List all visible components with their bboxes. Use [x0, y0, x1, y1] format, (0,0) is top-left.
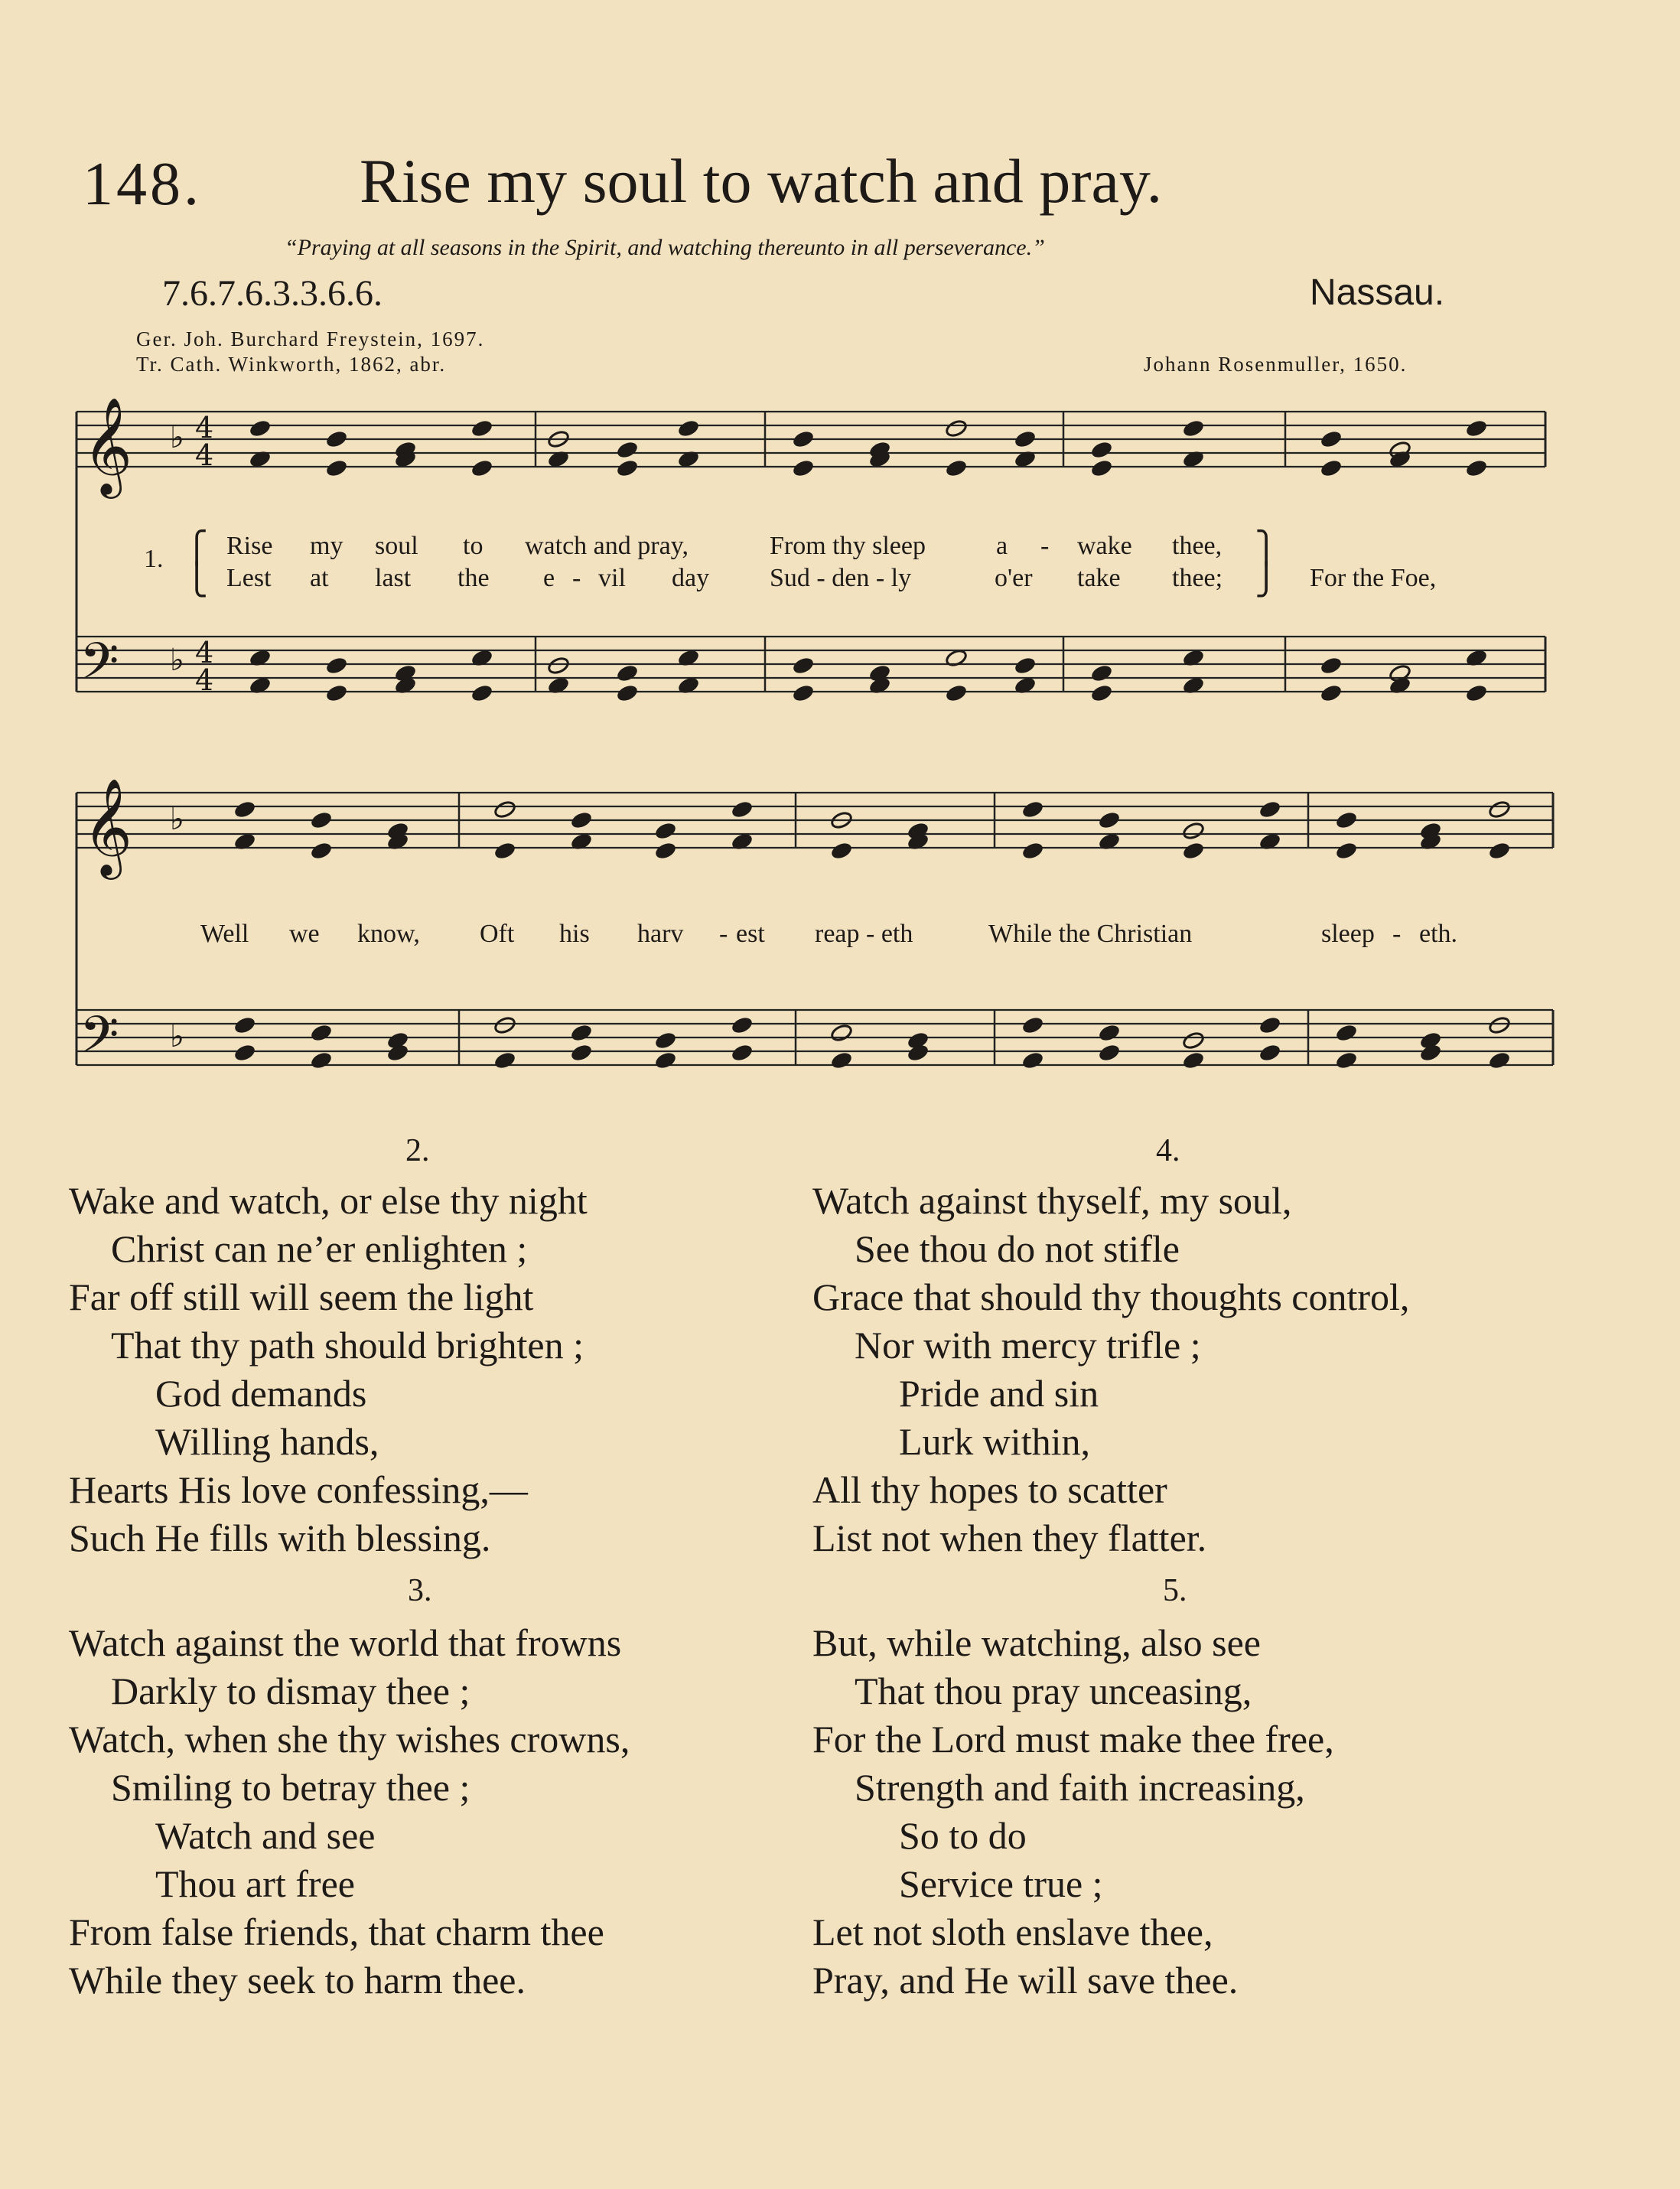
verse-line: Watch, when she thy wishes crowns,	[69, 1718, 630, 1761]
verse-1-number: 1.	[144, 545, 164, 573]
note-head	[1335, 810, 1358, 829]
lyric-brace-icon: ⎫	[1255, 530, 1278, 565]
verse-line: That thou pray unceasing,	[855, 1669, 1252, 1712]
note-head	[1335, 841, 1358, 860]
note-head	[325, 656, 348, 675]
verse-line: But, while watching, also see	[812, 1621, 1261, 1664]
note-head	[945, 683, 968, 702]
note-head	[731, 800, 754, 819]
note-head	[616, 440, 639, 459]
lyric-word: sleep	[1321, 920, 1375, 948]
lyric-word: to	[463, 532, 483, 560]
verse-number: 5.	[1163, 1573, 1187, 1608]
author-credit: Ger. Joh. Burchard Freystein, 1697.	[136, 327, 485, 350]
lyric-word: we	[289, 920, 320, 948]
note-head	[1021, 841, 1044, 860]
verse-line: Thou art free	[155, 1862, 355, 1905]
note-head	[1098, 810, 1121, 829]
verse-line: See thou do not stifle	[855, 1227, 1180, 1270]
verse-line: God demands	[155, 1372, 367, 1415]
lyric-word: -	[1040, 532, 1050, 560]
translator-credit: Tr. Cath. Winkworth, 1862, abr.	[136, 353, 447, 376]
note-head	[233, 1015, 256, 1034]
note-head	[1258, 1015, 1281, 1034]
note-head	[570, 810, 593, 829]
lyric-word: eth.	[1419, 920, 1458, 948]
note-head	[547, 656, 570, 675]
note-head	[1098, 1023, 1121, 1042]
note-head	[1488, 800, 1511, 819]
lyric-word: take	[1077, 564, 1121, 592]
note-head	[1320, 683, 1343, 702]
verse-line: Watch against the world that frowns	[69, 1621, 622, 1664]
time-signature: 4	[195, 636, 214, 669]
note-head	[1465, 458, 1488, 477]
note-head	[616, 663, 639, 682]
verse-line: While they seek to harm thee.	[69, 1959, 526, 2002]
lyric-word: soul	[375, 532, 418, 560]
note-head	[493, 841, 516, 860]
note-head	[1488, 1015, 1511, 1034]
lyric-word: reap - eth	[815, 920, 913, 948]
tune-name: Nassau.	[1310, 272, 1445, 313]
lyric-word: -	[572, 564, 581, 592]
note-head	[570, 1043, 593, 1062]
verse-line: Watch and see	[155, 1814, 376, 1857]
verse-line: Watch against thyself, my soul,	[812, 1179, 1292, 1222]
lyric-word: From thy sleep	[770, 532, 926, 560]
lyric-word: -	[719, 920, 728, 948]
verse-line: Willing hands,	[155, 1420, 379, 1463]
note-head	[310, 841, 333, 860]
note-head	[731, 1043, 754, 1062]
verse-line: Christ can ne’er enlighten ;	[111, 1227, 528, 1270]
lyric-word: Sud - den - ly	[770, 564, 912, 592]
time-signature: 4	[195, 438, 214, 472]
note-head	[1090, 683, 1113, 702]
verse-line: Lurk within,	[899, 1420, 1090, 1463]
lyric-brace-icon: ⎭	[1255, 562, 1278, 597]
note-head	[1021, 800, 1044, 819]
note-head	[325, 683, 348, 702]
note-head	[792, 683, 815, 702]
verse-line: Far off still will seem the light	[69, 1275, 534, 1318]
note-head	[830, 841, 853, 860]
note-head	[1182, 1051, 1205, 1070]
note-head	[249, 419, 272, 438]
note-head	[233, 1043, 256, 1062]
note-head	[1320, 429, 1343, 448]
note-head	[493, 800, 516, 819]
note-head	[470, 419, 493, 438]
note-head	[310, 1023, 333, 1042]
flat-icon: ♭	[170, 643, 184, 678]
note-head	[1258, 800, 1281, 819]
verse-number: 3.	[408, 1573, 432, 1608]
note-head	[1021, 1051, 1044, 1070]
lyric-word: Rise	[226, 532, 273, 560]
lyric-brace-icon: ⎧	[185, 530, 208, 565]
lyric-brace-icon: ⎩	[185, 562, 208, 597]
note-head	[493, 1051, 516, 1070]
verse-line: Nor with mercy trifle ;	[855, 1324, 1201, 1366]
note-head	[654, 1031, 677, 1050]
note-head	[1182, 841, 1205, 860]
note-head	[470, 683, 493, 702]
flat-icon: ♭	[170, 420, 184, 455]
note-head	[310, 1051, 333, 1070]
note-head	[945, 458, 968, 477]
verse-number: 2.	[405, 1133, 430, 1168]
time-signature: 4	[195, 663, 214, 697]
lyric-word: o'er	[995, 564, 1033, 592]
note-head	[1090, 440, 1113, 459]
note-head	[654, 821, 677, 840]
note-head	[1014, 656, 1037, 675]
lyric-word: the	[457, 564, 490, 592]
lyric-word: e	[543, 564, 555, 592]
hymn-title: Rise my soul to watch and pray.	[360, 146, 1163, 216]
note-head	[493, 1015, 516, 1034]
note-head	[1090, 458, 1113, 477]
bass-clef-icon: 𝄢	[80, 632, 119, 703]
note-head	[1335, 1051, 1358, 1070]
note-head	[1488, 841, 1511, 860]
note-head	[945, 419, 968, 438]
verse-line: Darkly to dismay thee ;	[111, 1669, 470, 1712]
note-head	[1098, 1043, 1121, 1062]
verse-line: Hearts His love confessing,—	[69, 1468, 528, 1511]
lyric-word: watch and pray,	[525, 532, 689, 560]
note-head	[616, 458, 639, 477]
verse-line: For the Lord must make thee free,	[812, 1718, 1334, 1761]
verse-line: Such He fills with blessing.	[69, 1516, 491, 1559]
lyric-word: my	[310, 532, 343, 560]
note-head	[1090, 663, 1113, 682]
lyric-word: vil	[598, 564, 626, 592]
verse-line: Grace that should thy thoughts control,	[812, 1275, 1410, 1318]
note-head	[830, 1023, 853, 1042]
note-head	[1465, 683, 1488, 702]
lyric-word: a	[996, 532, 1008, 560]
verse-line: List not when they flatter.	[812, 1516, 1207, 1559]
verse-line: That thy path should brighten ;	[111, 1324, 584, 1366]
note-head	[1021, 1015, 1044, 1034]
note-head	[1320, 458, 1343, 477]
verse-line: Pride and sin	[899, 1372, 1099, 1415]
time-signature: 4	[195, 411, 214, 445]
lyric-word: last	[375, 564, 412, 592]
note-head	[470, 458, 493, 477]
verse-line: Smiling to betray thee ;	[111, 1766, 470, 1809]
verse-line: Let not sloth enslave thee,	[812, 1910, 1213, 1953]
note-head	[677, 419, 700, 438]
verse-line: So to do	[899, 1814, 1027, 1857]
lyric-word: harv	[637, 920, 684, 948]
verse-line: Strength and faith increasing,	[855, 1766, 1305, 1809]
flat-icon: ♭	[170, 1019, 184, 1054]
note-head	[1465, 419, 1488, 438]
treble-clef-icon: 𝄞	[83, 777, 133, 875]
lyric-word: Oft	[480, 920, 515, 948]
note-head	[654, 1051, 677, 1070]
lyric-word: his	[559, 920, 590, 948]
note-head	[792, 458, 815, 477]
lyric-word: While the Christian	[988, 920, 1193, 948]
verse-line: Wake and watch, or else thy night	[69, 1179, 588, 1222]
lyric-word: -	[1392, 920, 1402, 948]
bass-clef-icon: 𝄢	[80, 1005, 119, 1077]
lyric-word: thee,	[1172, 532, 1223, 560]
lyric-word: est	[736, 920, 765, 948]
note-head	[1320, 656, 1343, 675]
note-head	[233, 800, 256, 819]
note-head	[616, 683, 639, 702]
hymn-number: 148.	[83, 151, 202, 218]
flat-icon: ♭	[170, 802, 184, 837]
verse-line: All thy hopes to scatter	[812, 1468, 1167, 1511]
note-head	[325, 458, 348, 477]
lyric-word: at	[310, 564, 329, 592]
note-head	[792, 656, 815, 675]
note-head	[310, 810, 333, 829]
verse-number: 4.	[1156, 1133, 1180, 1168]
note-head	[570, 1023, 593, 1042]
lyric-word: know,	[357, 920, 420, 948]
note-head	[1182, 821, 1205, 840]
lyric-word: For the Foe,	[1310, 564, 1437, 592]
epigraph: “Praying at all seasons in the Spirit, and watching thereunto in all perseverance.”	[285, 235, 1045, 260]
note-head	[1488, 1051, 1511, 1070]
note-head	[654, 841, 677, 860]
lyric-word: Well	[200, 920, 249, 948]
verse-line: Service true ;	[899, 1862, 1103, 1905]
note-head	[1258, 1043, 1281, 1062]
verse-line: From false friends, that charm thee	[69, 1910, 604, 1953]
lyric-word: day	[672, 564, 710, 592]
note-head	[1182, 419, 1205, 438]
composer-credit: Johann Rosenmuller, 1650.	[1144, 353, 1408, 376]
lyric-word: thee;	[1172, 564, 1223, 592]
note-head	[1335, 1023, 1358, 1042]
note-head	[1182, 1031, 1205, 1050]
note-head	[1014, 429, 1037, 448]
note-head	[731, 1015, 754, 1034]
note-head	[792, 429, 815, 448]
verse-line: Pray, and He will save thee.	[812, 1959, 1239, 2002]
lyric-word: Lest	[226, 564, 272, 592]
note-head	[325, 429, 348, 448]
meter: 7.6.7.6.3.3.6.6.	[162, 273, 383, 314]
treble-clef-icon: 𝄞	[83, 396, 133, 494]
note-head	[830, 1051, 853, 1070]
lyric-word: wake	[1077, 532, 1132, 560]
